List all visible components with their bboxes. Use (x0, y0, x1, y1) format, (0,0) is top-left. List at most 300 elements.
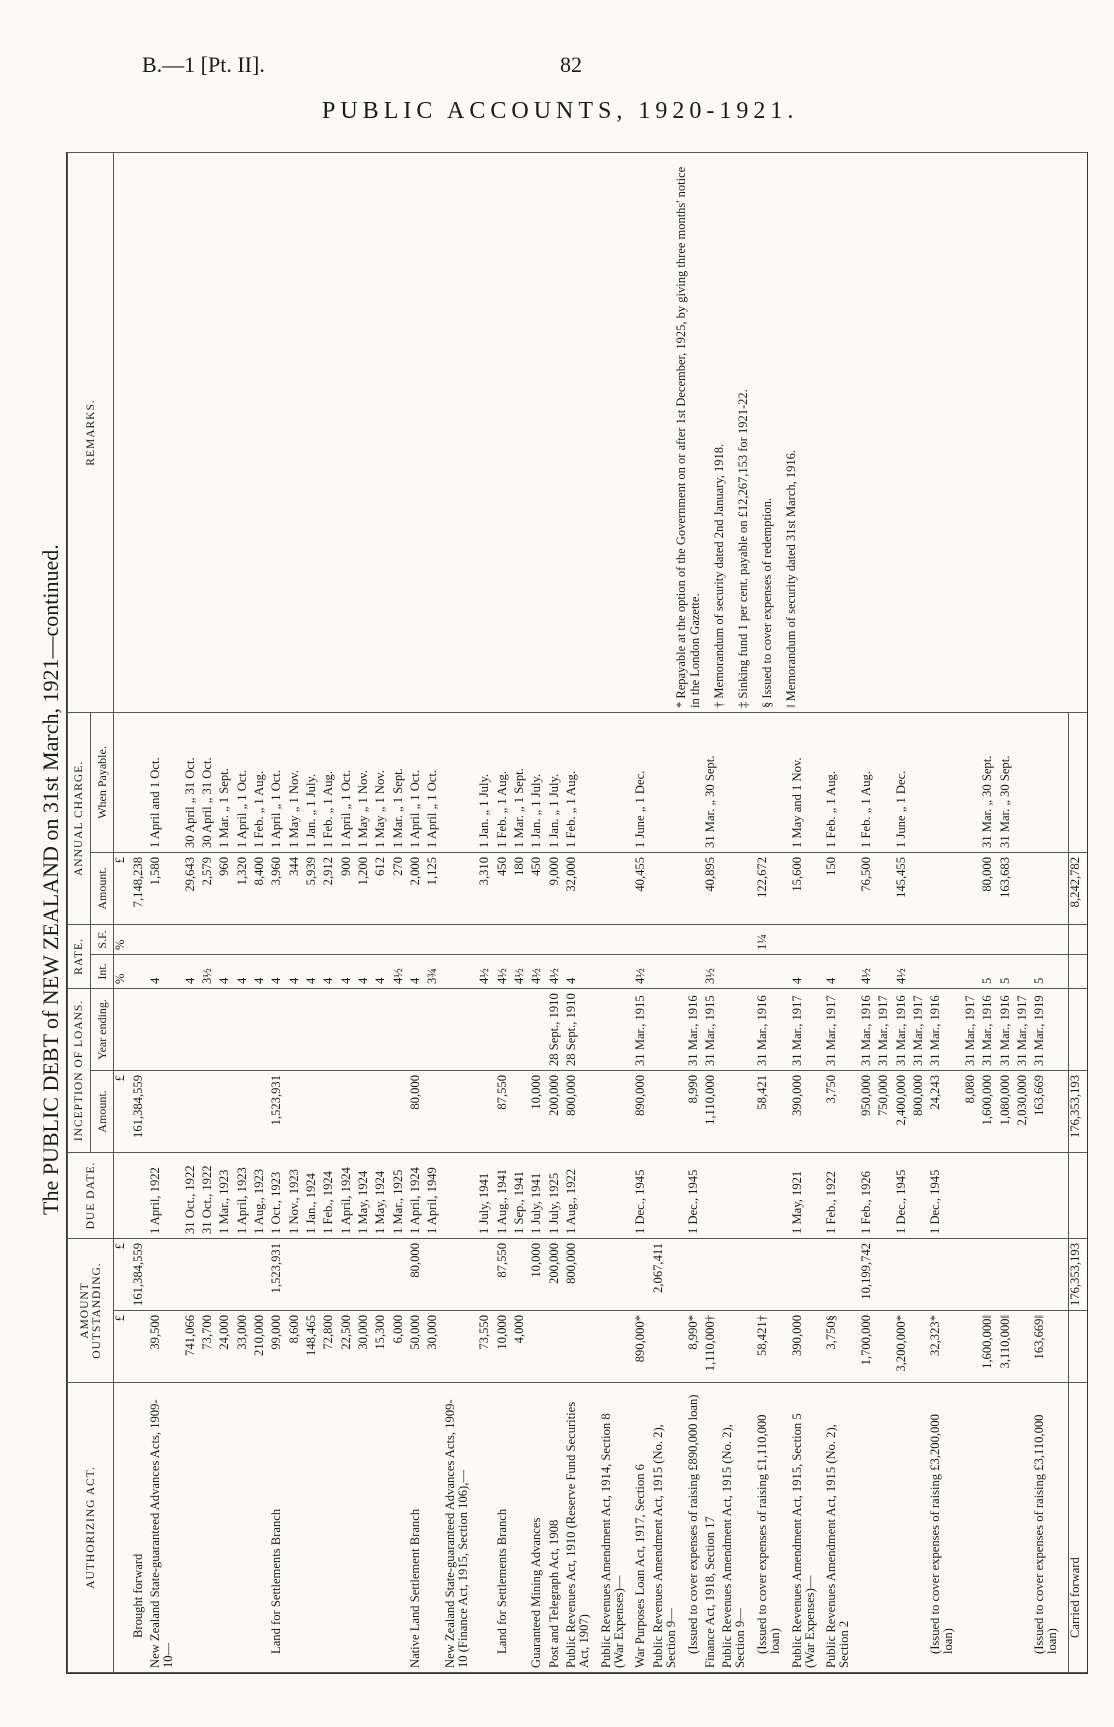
cell-int: 4 (791, 954, 826, 988)
cell-out1: 210,000 (253, 1311, 270, 1383)
cell-amt: 960 (218, 852, 235, 924)
cell-inc (184, 1070, 201, 1152)
cell-sf (305, 924, 322, 954)
cell-year (236, 988, 253, 1070)
cell-sf (357, 924, 374, 954)
cell-year (426, 988, 443, 1070)
cell-due: 1 May, 1924 (374, 1152, 391, 1238)
cell-year (322, 988, 339, 1070)
cell-sf (912, 924, 929, 954)
cell-when: 1 April „ 1 Oct. (409, 712, 426, 852)
cell-out1: £ (114, 1311, 132, 1383)
cell-act: Public Revenues Act, 1910 (Reserve Fund Securities Act, 1907) (565, 1383, 600, 1673)
cell-due: 1 Oct., 1923 (270, 1152, 287, 1238)
cell-sf (877, 924, 894, 954)
cell-act (201, 1383, 218, 1673)
cell-out1: 50,000 (409, 1311, 426, 1383)
cell-when: 1 Jan. „ 1 July. (548, 712, 565, 852)
cell-int: 4 (409, 954, 426, 988)
cell-inc: 161,384,559 (132, 1070, 149, 1152)
cell-inc: 1,080,000 (999, 1070, 1016, 1152)
cell-inc: 87,550 (496, 1070, 513, 1152)
cell-act (114, 1383, 132, 1673)
cell-out1: 10,000 (496, 1311, 513, 1383)
cell-sf (322, 924, 339, 954)
cell-due: 1 Dec., 1945 (634, 1152, 651, 1238)
cell-due (981, 1152, 998, 1238)
cell-out2 (357, 1238, 374, 1310)
cell-out1: 72,800 (322, 1311, 339, 1383)
cell-when: 1 June „ 1 Dec. (634, 712, 651, 852)
cell-due: 1 April, 1924 (409, 1152, 426, 1238)
cell-year: 31 Mar., 1917 (912, 988, 929, 1070)
cell-year (721, 988, 756, 1070)
cell-sf (929, 924, 964, 954)
cell-inc (218, 1070, 235, 1152)
cell-inc: 800,000 (565, 1070, 600, 1152)
cell-when: 1 April „ 1 Oct. (340, 712, 357, 852)
cell-act (478, 1383, 495, 1673)
cell-sf (634, 924, 651, 954)
cell-out1: 148,465 (305, 1311, 322, 1383)
cell-out2 (687, 1238, 704, 1310)
cell-inc (305, 1070, 322, 1152)
cell-year (409, 988, 426, 1070)
cell-int (929, 954, 964, 988)
cell-when: 1 April „ 1 Oct. (270, 712, 287, 852)
cell-when (1016, 712, 1033, 852)
cell-int: 4½ (548, 954, 565, 988)
cell-out2 (340, 1238, 357, 1310)
cell-inc: 176,353,193 (1069, 1070, 1087, 1152)
cell-out1 (964, 1311, 981, 1383)
cell-act (426, 1383, 443, 1673)
cell-year: 28 Sept., 1910 (548, 988, 565, 1070)
cell-amt (687, 852, 704, 924)
remark-note: ‖ Memorandum of security dated 31st March, 1916. (784, 450, 798, 708)
cell-year: 31 Mar., 1916 (687, 988, 704, 1070)
cell-sf (721, 924, 756, 954)
cell-inc (357, 1070, 374, 1152)
cell-amt: 612 (374, 852, 391, 924)
cell-amt: 9,000 (548, 852, 565, 924)
cell-due (912, 1152, 929, 1238)
cell-int: 4½ (478, 954, 495, 988)
cell-when: 1 April „ 1 Oct. (236, 712, 253, 852)
cell-amt: 145,455 (895, 852, 912, 924)
cell-inc: 800,000 (912, 1070, 929, 1152)
cell-when: 1 May „ 1 Nov. (357, 712, 374, 852)
cell-due: 1 Aug., 1922 (565, 1152, 600, 1238)
cell-act: Public Revenues Amendment Act, 1914, Section 8 (War Expenses)— (600, 1383, 635, 1673)
cell-act (1016, 1383, 1033, 1673)
cell-due: 1 Feb., 1924 (322, 1152, 339, 1238)
cell-amt (444, 852, 479, 924)
cell-sf (530, 924, 547, 954)
cell-out1: 99,000 (270, 1311, 287, 1383)
cell-sf: % (114, 924, 132, 954)
cell-year (357, 988, 374, 1070)
cell-due (721, 1152, 756, 1238)
cell-out2 (236, 1238, 253, 1310)
cell-act (322, 1383, 339, 1673)
cell-act (218, 1383, 235, 1673)
cell-sf (132, 924, 149, 954)
remark-note: § Issued to cover expenses of redemption. (760, 497, 774, 708)
cell-due: 31 Oct., 1922 (184, 1152, 201, 1238)
cell-amt: 32,000 (565, 852, 600, 924)
cell-int: 4 (565, 954, 600, 988)
cell-when: 1 Feb. „ 1 Aug. (860, 712, 877, 852)
cell-out2 (791, 1238, 826, 1310)
cell-act: Public Revenues Amendment Act, 1915, Section 5 (War Expenses)— (791, 1383, 826, 1673)
cell-int: 3½ (201, 954, 218, 988)
cell-out2: 1,523,931 (270, 1238, 287, 1310)
cell-due: 1 July, 1941 (530, 1152, 547, 1238)
cell-due: 31 Oct., 1922 (201, 1152, 218, 1238)
cell-year (444, 988, 479, 1070)
cell-out1: 30,000 (357, 1311, 374, 1383)
cell-out2: 2,067,411 (652, 1238, 687, 1310)
cell-year: 28 Sept., 1910 (565, 988, 600, 1070)
cell-when (600, 712, 635, 852)
cell-year: 31 Mar., 1917 (791, 988, 826, 1070)
cell-out2: 87,550 (496, 1238, 513, 1310)
cell-out2 (374, 1238, 391, 1310)
cell-int: 4½ (860, 954, 877, 988)
cell-int: 4 (288, 954, 305, 988)
cell-out2 (478, 1238, 495, 1310)
cell-when (444, 712, 479, 852)
cell-act: Public Revenues Amendment Act, 1915 (No. 2), Section 9— (721, 1383, 756, 1673)
cell-int: 5 (981, 954, 998, 988)
cell-amt: 1,200 (357, 852, 374, 924)
cell-due: 1 Nov., 1923 (288, 1152, 305, 1238)
cell-amt: 29,643 (184, 852, 201, 924)
col-inception-year: Year ending. (91, 988, 114, 1070)
cell-out1: 73,550 (478, 1311, 495, 1383)
cell-due: 1 July, 1941 (478, 1152, 495, 1238)
cell-sf (392, 924, 409, 954)
cell-int: 4½ (530, 954, 547, 988)
cell-sf (981, 924, 998, 954)
cell-when: 30 April „ 31 Oct. (201, 712, 218, 852)
cell-act: Land for Settlements Branch (270, 1383, 287, 1673)
cell-int: 4 (357, 954, 374, 988)
cell-due: 1 Sep., 1941 (513, 1152, 530, 1238)
cell-out2 (184, 1238, 201, 1310)
cell-due (756, 1152, 791, 1238)
cell-inc: 10,000 (530, 1070, 547, 1152)
cell-out2 (149, 1238, 184, 1310)
cell-out1: 390,000 (791, 1311, 826, 1383)
cell-inc (236, 1070, 253, 1152)
cell-sf (409, 924, 426, 954)
cell-amt (1033, 852, 1068, 924)
cell-out2: 10,199,742 (860, 1238, 877, 1310)
cell-when (687, 712, 704, 852)
cell-when: 1 May and 1 Nov. (791, 712, 826, 852)
cell-due: 1 Mar., 1923 (218, 1152, 235, 1238)
cell-sf (201, 924, 218, 954)
col-charge-when: When Payable. (91, 712, 114, 852)
cell-out2 (721, 1238, 756, 1310)
cell-act: (Issued to cover expenses of raising £3,110,000 loan) (1033, 1383, 1068, 1673)
cell-year (218, 988, 235, 1070)
cell-when: 1 May „ 1 Nov. (374, 712, 391, 852)
cell-out2 (634, 1238, 651, 1310)
cell-when: 31 Mar. „ 30 Sept. (981, 712, 998, 852)
cell-when: 1 Mar. „ 1 Sept. (513, 712, 530, 852)
cell-inc (253, 1070, 270, 1152)
cell-year (1069, 988, 1087, 1070)
cell-year: 31 Mar., 1916 (929, 988, 964, 1070)
cell-when (652, 712, 687, 852)
col-rate-int: Int. (91, 954, 114, 988)
cell-int: 4 (825, 954, 860, 988)
cell-out2 (253, 1238, 270, 1310)
remark-note: ‡ Sinking fund 1 per cent. payable on £12,267,153 for 1921-22. (736, 389, 750, 708)
cell-when: 1 Feb. „ 1 Aug. (496, 712, 513, 852)
cell-year (305, 988, 322, 1070)
remark-note: * Repayable at the option of the Government on or after 1st December, 1925, by giving three months' notice in the London Gazette. (674, 166, 702, 708)
cell-year (496, 988, 513, 1070)
cell-int: 4 (218, 954, 235, 988)
cell-int (132, 954, 149, 988)
col-inception: INCEPTION OF LOANS. (68, 988, 91, 1152)
cell-int: 3½ (704, 954, 721, 988)
cell-due (600, 1152, 635, 1238)
cell-amt (1016, 852, 1033, 924)
cell-sf (652, 924, 687, 954)
cell-year (132, 988, 149, 1070)
cell-act: Finance Act, 1918, Section 17 (704, 1383, 721, 1673)
cell-out2: £ (114, 1238, 132, 1310)
cell-out1: 1,110,000† (704, 1311, 721, 1383)
cell-amt (652, 852, 687, 924)
cell-int (721, 954, 756, 988)
cell-act (877, 1383, 894, 1673)
col-inception-amount: Amount. (91, 1070, 114, 1152)
cell-out2 (444, 1238, 479, 1310)
cell-out2 (999, 1238, 1016, 1310)
cell-sf (496, 924, 513, 954)
cell-int: 4 (374, 954, 391, 988)
cell-act (392, 1383, 409, 1673)
public-debt-table (67, 152, 1087, 1673)
cell-inc: 1,523,931 (270, 1070, 287, 1152)
cell-act (912, 1383, 929, 1673)
cell-year (270, 988, 287, 1070)
cell-sf (149, 924, 184, 954)
cell-out2 (1016, 1238, 1033, 1310)
cell-due (964, 1152, 981, 1238)
cell-out1 (721, 1311, 756, 1383)
cell-inc: 1,600,000 (981, 1070, 998, 1152)
cell-out1 (132, 1311, 149, 1383)
cell-sf (964, 924, 981, 954)
cell-amt: 76,500 (860, 852, 877, 924)
cell-amt: 2,912 (322, 852, 339, 924)
cell-out1 (877, 1311, 894, 1383)
cell-inc: 390,000 (791, 1070, 826, 1152)
cell-inc (600, 1070, 635, 1152)
cell-out1: 4,000 (513, 1311, 530, 1383)
cell-act (305, 1383, 322, 1673)
cell-out1: 30,000 (426, 1311, 443, 1383)
cell-out1: 163,669‖ (1033, 1311, 1068, 1383)
cell-due (1069, 1152, 1087, 1238)
cell-out2 (704, 1238, 721, 1310)
cell-year: 31 Mar., 1916 (999, 988, 1016, 1070)
cell-out2: 176,353,193 (1069, 1238, 1087, 1310)
cell-int: 4 (149, 954, 184, 988)
cell-out2 (825, 1238, 860, 1310)
cell-amt (964, 852, 981, 924)
cell-year (253, 988, 270, 1070)
cell-act: Public Revenues Amendment Act, 1915 (No. 2), Section 9— (652, 1383, 687, 1673)
cell-when (1069, 712, 1087, 852)
cell-inc (652, 1070, 687, 1152)
cell-sf (548, 924, 565, 954)
cell-sf (999, 924, 1016, 954)
cell-year (478, 988, 495, 1070)
cell-inc: 1,110,000 (704, 1070, 721, 1152)
cell-out1: 3,200,000* (895, 1311, 912, 1383)
cell-due: 1 April, 1924 (340, 1152, 357, 1238)
cell-due (114, 1152, 132, 1238)
cell-int (600, 954, 635, 988)
cell-inc: 950,000 (860, 1070, 877, 1152)
cell-inc (392, 1070, 409, 1152)
cell-amt: 900 (340, 852, 357, 924)
cell-due: 1 Feb., 1922 (825, 1152, 860, 1238)
cell-sf (513, 924, 530, 954)
cell-out1: 741,066 (184, 1311, 201, 1383)
cell-out1: 1,600,000‖ (981, 1311, 998, 1383)
cell-out2: 161,384,559 (132, 1238, 149, 1310)
cell-when (756, 712, 791, 852)
cell-int (964, 954, 981, 988)
cell-int: 4½ (895, 954, 912, 988)
cell-due: 1 May, 1921 (791, 1152, 826, 1238)
cell-inc (288, 1070, 305, 1152)
col-rate-sf: S.F. (91, 924, 114, 954)
cell-out2 (392, 1238, 409, 1310)
cell-amt (600, 852, 635, 924)
cell-year (652, 988, 687, 1070)
cell-sf (236, 924, 253, 954)
col-authorizing-act: AUTHORIZING ACT. (68, 1383, 114, 1673)
cell-out2 (912, 1238, 929, 1310)
cell-when (132, 712, 149, 852)
cell-out2: 10,000 (530, 1238, 547, 1310)
cell-inc: 24,243 (929, 1070, 964, 1152)
cell-int: 4½ (513, 954, 530, 988)
cell-sf (426, 924, 443, 954)
cell-sf (1016, 924, 1033, 954)
cell-int: 4½ (392, 954, 409, 988)
cell-out2 (426, 1238, 443, 1310)
cell-due: 1 April, 1922 (149, 1152, 184, 1238)
cell-when (877, 712, 894, 852)
cell-act (236, 1383, 253, 1673)
cell-sf (565, 924, 600, 954)
cell-due: 1 Jan., 1924 (305, 1152, 322, 1238)
cell-amt: 122,672 (756, 852, 791, 924)
cell-when: 1 June „ 1 Dec. (895, 712, 912, 852)
cell-year: 31 Mar., 1917 (964, 988, 981, 1070)
cell-due: 1 Aug., 1923 (253, 1152, 270, 1238)
cell-act (288, 1383, 305, 1673)
cell-sf (1069, 924, 1087, 954)
cell-when (721, 712, 756, 852)
cell-amt (912, 852, 929, 924)
cell-amt: 344 (288, 852, 305, 924)
cell-out1: 890,000* (634, 1311, 651, 1383)
cell-sf (374, 924, 391, 954)
cell-act: (Issued to cover expenses of raising £890,000 loan) (687, 1383, 704, 1673)
cell-out1: 22,500 (340, 1311, 357, 1383)
cell-int (756, 954, 791, 988)
cell-due: 1 Dec., 1945 (895, 1152, 912, 1238)
cell-when: 1 Feb. „ 1 Aug. (253, 712, 270, 852)
col-charge-amount: Amount. (91, 852, 114, 924)
cell-int: 4 (340, 954, 357, 988)
cell-year: 31 Mar., 1916 (981, 988, 998, 1070)
cell-inc: 200,000 (548, 1070, 565, 1152)
col-rate: RATE. (68, 924, 91, 988)
cell-out2: 200,000 (548, 1238, 565, 1310)
cell-due: 1 April, 1923 (236, 1152, 253, 1238)
cell-when: 1 May „ 1 Nov. (288, 712, 305, 852)
cell-amt (721, 852, 756, 924)
cell-sf (791, 924, 826, 954)
cell-int (877, 954, 894, 988)
cell-sf (270, 924, 287, 954)
cell-amt: 450 (530, 852, 547, 924)
cell-when (114, 712, 132, 852)
cell-when: 1 Feb. „ 1 Aug. (825, 712, 860, 852)
cell-when (964, 712, 981, 852)
cell-out1: 3,110,000‖ (999, 1311, 1016, 1383)
cell-amt: 15,600 (791, 852, 826, 924)
cell-inc: 8,990 (687, 1070, 704, 1152)
cell-year (374, 988, 391, 1070)
table-title: The PUBLIC DEBT of NEW ZEALAND on 31st March, 1921—continued. (38, 544, 63, 1215)
cell-out1 (530, 1311, 547, 1383)
cell-act: Native Land Settlement Branch (409, 1383, 426, 1673)
cell-sf (600, 924, 635, 954)
cell-int: % (114, 954, 132, 988)
cell-out1: 33,000 (236, 1311, 253, 1383)
remark-note: † Memorandum of security dated 2nd January, 1918. (712, 443, 726, 708)
cell-out2: 80,000 (409, 1238, 426, 1310)
cell-year: 31 Mar., 1916 (860, 988, 877, 1070)
cell-inc (721, 1070, 756, 1152)
cell-due: 1 July, 1925 (548, 1152, 565, 1238)
cell-out1: 32,323* (929, 1311, 964, 1383)
cell-out2 (322, 1238, 339, 1310)
cell-act (340, 1383, 357, 1673)
cell-out2 (513, 1238, 530, 1310)
cell-out1: 15,300 (374, 1311, 391, 1383)
cell-due (999, 1152, 1016, 1238)
cell-sf (253, 924, 270, 954)
cell-when: 1 Jan. „ 1 July. (530, 712, 547, 852)
table-body (114, 152, 1088, 1672)
cell-out1: 8,990* (687, 1311, 704, 1383)
